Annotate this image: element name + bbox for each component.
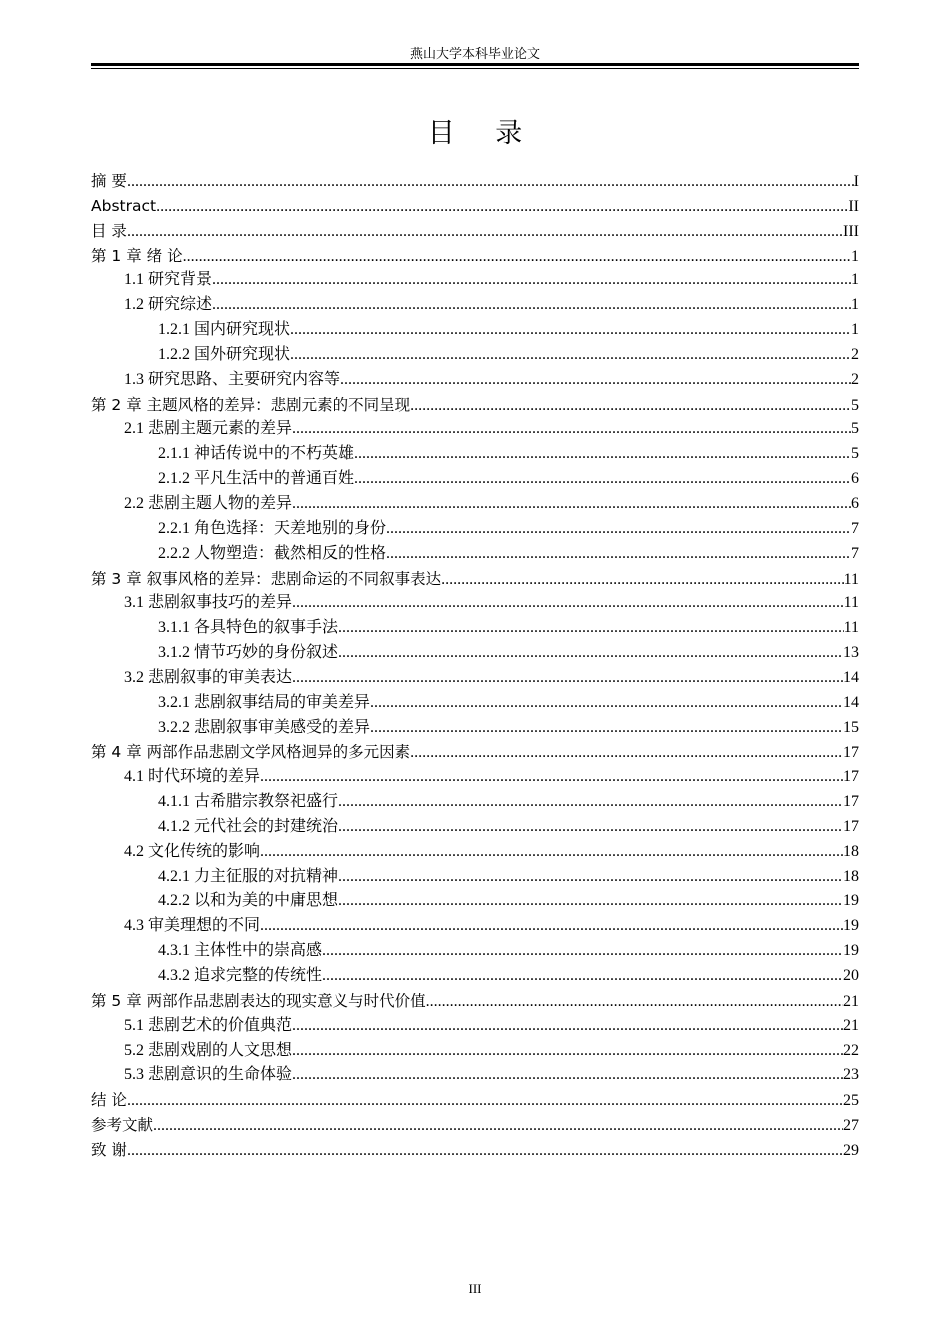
toc-entry-label: 2.1.1 神话传说中的不朽英雄 xyxy=(158,445,355,463)
toc-entry[interactable] xyxy=(91,666,859,691)
toc-entry[interactable] xyxy=(91,840,859,865)
toc-entry-label: 4.3.1 主体性中的崇高感 xyxy=(158,942,323,960)
toc-entry-page: 11 xyxy=(843,619,859,637)
toc-entry-page: 13 xyxy=(843,644,859,662)
toc-entry-label: 3.1.2 情节巧妙的身份叙述 xyxy=(158,644,339,662)
toc-entry[interactable] xyxy=(91,889,859,914)
toc-entry[interactable] xyxy=(91,343,859,368)
toc-entry-page: 5 xyxy=(851,396,859,414)
running-header: 燕山大学本科毕业论文 xyxy=(409,46,540,61)
toc-entry-label: 4.3.2 追求完整的传统性 xyxy=(158,967,323,984)
dot-leader xyxy=(127,220,843,245)
toc-entry-label: 4.2.2 以和为美的中庸思想 xyxy=(158,892,339,910)
toc-entry[interactable] xyxy=(91,517,859,542)
toc-entry-label: 2.2.2 人物塑造：截然相反的性格 xyxy=(158,544,387,562)
dot-leader xyxy=(338,790,843,815)
toc-entry-label: 3.2 悲剧叙事的审美表达 xyxy=(124,668,293,686)
toc-entry[interactable] xyxy=(91,542,859,567)
toc-entry-label: 3.2.2 悲剧叙事审美感受的差异 xyxy=(158,718,371,736)
toc-entry-label: 第 1 章 绪 论 xyxy=(91,246,183,265)
toc-entry-label: 2.2 悲剧主题人物的差异 xyxy=(124,494,293,512)
toc-entry[interactable] xyxy=(91,318,859,343)
toc-entry-label: 4.3 审美理想的不同 xyxy=(124,917,261,935)
dot-leader xyxy=(127,170,854,195)
dot-leader xyxy=(183,245,851,270)
toc-entry[interactable] xyxy=(91,194,859,219)
dot-leader xyxy=(354,442,851,467)
toc-entry-page: 25 xyxy=(843,1092,859,1110)
toc-entry-page: 11 xyxy=(843,570,859,588)
toc-entry-label: 4.1.1 古希腊宗教祭祀盛行 xyxy=(158,793,339,811)
dot-leader xyxy=(338,889,843,914)
dot-leader xyxy=(338,616,844,641)
dot-leader xyxy=(322,964,843,989)
toc-entry-page: 18 xyxy=(843,867,859,885)
toc-entry[interactable] xyxy=(91,989,859,1014)
toc-entry[interactable] xyxy=(91,765,859,790)
dot-leader xyxy=(290,343,851,368)
toc-entry-page: 6 xyxy=(851,494,859,512)
toc-entry[interactable] xyxy=(91,914,859,939)
dot-leader xyxy=(338,865,843,890)
dot-leader xyxy=(127,1089,843,1114)
header-rule-thin xyxy=(91,68,859,69)
toc-entry-page: 27 xyxy=(843,1117,859,1135)
toc-entry[interactable] xyxy=(91,939,859,964)
toc-entry-label: 4.2.1 力主征服的对抗精神 xyxy=(158,867,339,885)
toc-entry[interactable] xyxy=(91,244,859,269)
toc-entry[interactable] xyxy=(91,815,859,840)
toc-entry-page: 20 xyxy=(843,967,859,984)
toc-entry-label: 3.2.1 悲剧叙事结局的审美差异 xyxy=(158,693,371,711)
dot-leader xyxy=(260,840,843,865)
toc-entry-page: 21 xyxy=(843,1016,859,1034)
toc-entry-label: 5.2 悲剧戏剧的人文思想 xyxy=(124,1041,293,1059)
toc-entry[interactable] xyxy=(91,1039,859,1064)
toc-entry[interactable] xyxy=(91,467,859,492)
dot-leader xyxy=(386,517,851,542)
toc-entry[interactable] xyxy=(91,1138,859,1163)
toc-entry-label: 结 论 xyxy=(91,1091,127,1110)
toc-entry-page: 19 xyxy=(843,917,859,935)
toc-entry-label: 1.1 研究背景 xyxy=(124,271,213,289)
toc-entry-page: 2 xyxy=(851,345,859,363)
dot-leader xyxy=(292,666,843,691)
toc-entry-page: 5 xyxy=(851,445,859,463)
toc-entry-page: 15 xyxy=(843,718,859,736)
dot-leader xyxy=(292,492,851,517)
dot-leader xyxy=(212,293,851,318)
dot-leader xyxy=(370,691,843,716)
dot-leader xyxy=(292,591,844,616)
toc-entry-label: 3.1 悲剧叙事技巧的差异 xyxy=(124,594,293,612)
toc-entry[interactable] xyxy=(91,691,859,716)
toc-entry-page: 17 xyxy=(843,768,859,786)
toc-entry-page: 23 xyxy=(843,1066,859,1084)
toc-entry[interactable] xyxy=(91,616,859,641)
toc-entry-page: II xyxy=(848,197,859,215)
toc-entry-page: 19 xyxy=(843,942,859,960)
toc-entry-page: 17 xyxy=(843,744,859,762)
dot-leader xyxy=(290,318,851,343)
toc-entry[interactable] xyxy=(91,1088,859,1113)
dot-leader xyxy=(354,467,851,492)
toc-entry-page: 22 xyxy=(843,1041,859,1059)
dot-leader xyxy=(292,1039,843,1064)
toc-entry-label: 4.1.2 元代社会的封建统治 xyxy=(158,817,339,835)
toc-entry-page: 2 xyxy=(851,370,859,388)
toc-entry[interactable] xyxy=(91,591,859,616)
toc-entry-label: 目 录 xyxy=(91,221,127,240)
dot-leader xyxy=(127,1139,843,1164)
toc-entry[interactable] xyxy=(91,368,859,393)
toc-entry-page: 11 xyxy=(843,594,859,612)
toc-entry-page: 6 xyxy=(851,470,859,488)
toc-entry-label: Abstract xyxy=(91,196,157,215)
dot-leader xyxy=(292,1063,843,1088)
dot-leader xyxy=(410,741,843,766)
toc-entry-page: 1 xyxy=(851,321,859,339)
toc-entry[interactable] xyxy=(91,1113,859,1138)
toc-entry[interactable] xyxy=(91,169,859,194)
toc-entry-page: 1 xyxy=(851,271,859,289)
toc-entry-page: 14 xyxy=(843,693,859,711)
page-title: 目 录 xyxy=(427,118,539,149)
toc-entry-label: 1.2.1 国内研究现状 xyxy=(158,321,291,339)
toc-entry-label: 第 4 章 两部作品悲剧文学风格迥异的多元因素 xyxy=(91,743,411,762)
toc-entry[interactable] xyxy=(91,492,859,517)
toc-entry[interactable] xyxy=(91,417,859,442)
toc-entry[interactable] xyxy=(91,219,859,244)
page-number: III xyxy=(468,1281,482,1296)
toc-entry[interactable] xyxy=(91,865,859,890)
toc-entry-page: 17 xyxy=(843,817,859,835)
toc-entry-page: 7 xyxy=(851,544,859,562)
toc-entry-label: 1.2 研究综述 xyxy=(124,296,213,314)
toc-entry[interactable] xyxy=(91,293,859,318)
toc-entry-label: 参考文献 xyxy=(91,1116,154,1135)
toc-entry-label: 4.2 文化传统的影响 xyxy=(124,842,261,860)
dot-leader xyxy=(212,268,851,293)
toc-entry-page: 18 xyxy=(843,842,859,860)
dot-leader xyxy=(153,1114,843,1139)
toc-entry[interactable] xyxy=(91,268,859,293)
table-of-contents xyxy=(91,169,859,1163)
dot-leader xyxy=(156,195,848,220)
dot-leader xyxy=(441,568,843,593)
dot-leader xyxy=(260,914,843,939)
toc-entry-page: 21 xyxy=(843,992,859,1010)
toc-entry-page: 29 xyxy=(843,1141,859,1159)
toc-entry-label: 2.2.1 角色选择：天差地别的身份 xyxy=(158,519,387,537)
toc-entry[interactable] xyxy=(91,790,859,815)
dot-leader xyxy=(292,417,851,442)
toc-entry[interactable] xyxy=(91,740,859,765)
toc-entry-label: 摘 要 xyxy=(91,172,127,190)
toc-entry[interactable] xyxy=(91,1063,859,1088)
dot-leader xyxy=(260,765,843,790)
toc-entry-label: 第 2 章 主题风格的差异：悲剧元素的不同呈现 xyxy=(91,395,411,414)
toc-entry-page: 17 xyxy=(843,793,859,811)
dot-leader xyxy=(322,939,843,964)
toc-entry-label: 3.1.1 各具特色的叙事手法 xyxy=(158,619,339,637)
toc-entry[interactable] xyxy=(91,393,859,418)
dot-leader xyxy=(338,641,843,666)
toc-entry-label: 第 5 章 两部作品悲剧表达的现实意义与时代价值 xyxy=(91,991,426,1010)
toc-entry[interactable] xyxy=(91,641,859,666)
toc-entry-label: 2.1 悲剧主题元素的差异 xyxy=(124,420,293,438)
toc-entry-page: I xyxy=(853,173,859,190)
toc-entry-label: 5.1 悲剧艺术的价值典范 xyxy=(124,1016,293,1034)
toc-entry-page: III xyxy=(843,222,859,240)
toc-entry-page: 1 xyxy=(851,296,859,314)
toc-entry-label: 2.1.2 平凡生活中的普通百姓 xyxy=(158,470,355,488)
dot-leader xyxy=(370,716,843,741)
dot-leader xyxy=(340,368,851,393)
toc-entry[interactable] xyxy=(91,1014,859,1039)
toc-entry[interactable] xyxy=(91,716,859,741)
dot-leader xyxy=(338,815,843,840)
toc-entry-label: 第 3 章 叙事风格的差异：悲剧命运的不同叙事表达 xyxy=(91,569,442,588)
dot-leader xyxy=(386,542,851,567)
toc-entry-label: 4.1 时代环境的差异 xyxy=(124,768,261,786)
toc-entry-page: 7 xyxy=(851,519,859,537)
toc-entry-page: 5 xyxy=(851,420,859,438)
toc-entry-label: 1.3 研究思路、主要研究内容等 xyxy=(124,370,341,388)
dot-leader xyxy=(292,1014,843,1039)
toc-entry-label: 1.2.2 国外研究现状 xyxy=(158,345,291,363)
toc-entry-page: 1 xyxy=(851,247,859,265)
header-rule-thick xyxy=(91,63,859,66)
toc-entry[interactable] xyxy=(91,442,859,467)
toc-entry[interactable] xyxy=(91,964,859,989)
toc-entry-label: 5.3 悲剧意识的生命体验 xyxy=(124,1066,293,1084)
toc-entry-page: 19 xyxy=(843,892,859,910)
toc-entry-page: 14 xyxy=(843,668,859,686)
toc-entry[interactable] xyxy=(91,567,859,592)
toc-entry-label: 致 谢 xyxy=(91,1140,127,1159)
dot-leader xyxy=(410,394,851,419)
dot-leader xyxy=(426,990,843,1015)
